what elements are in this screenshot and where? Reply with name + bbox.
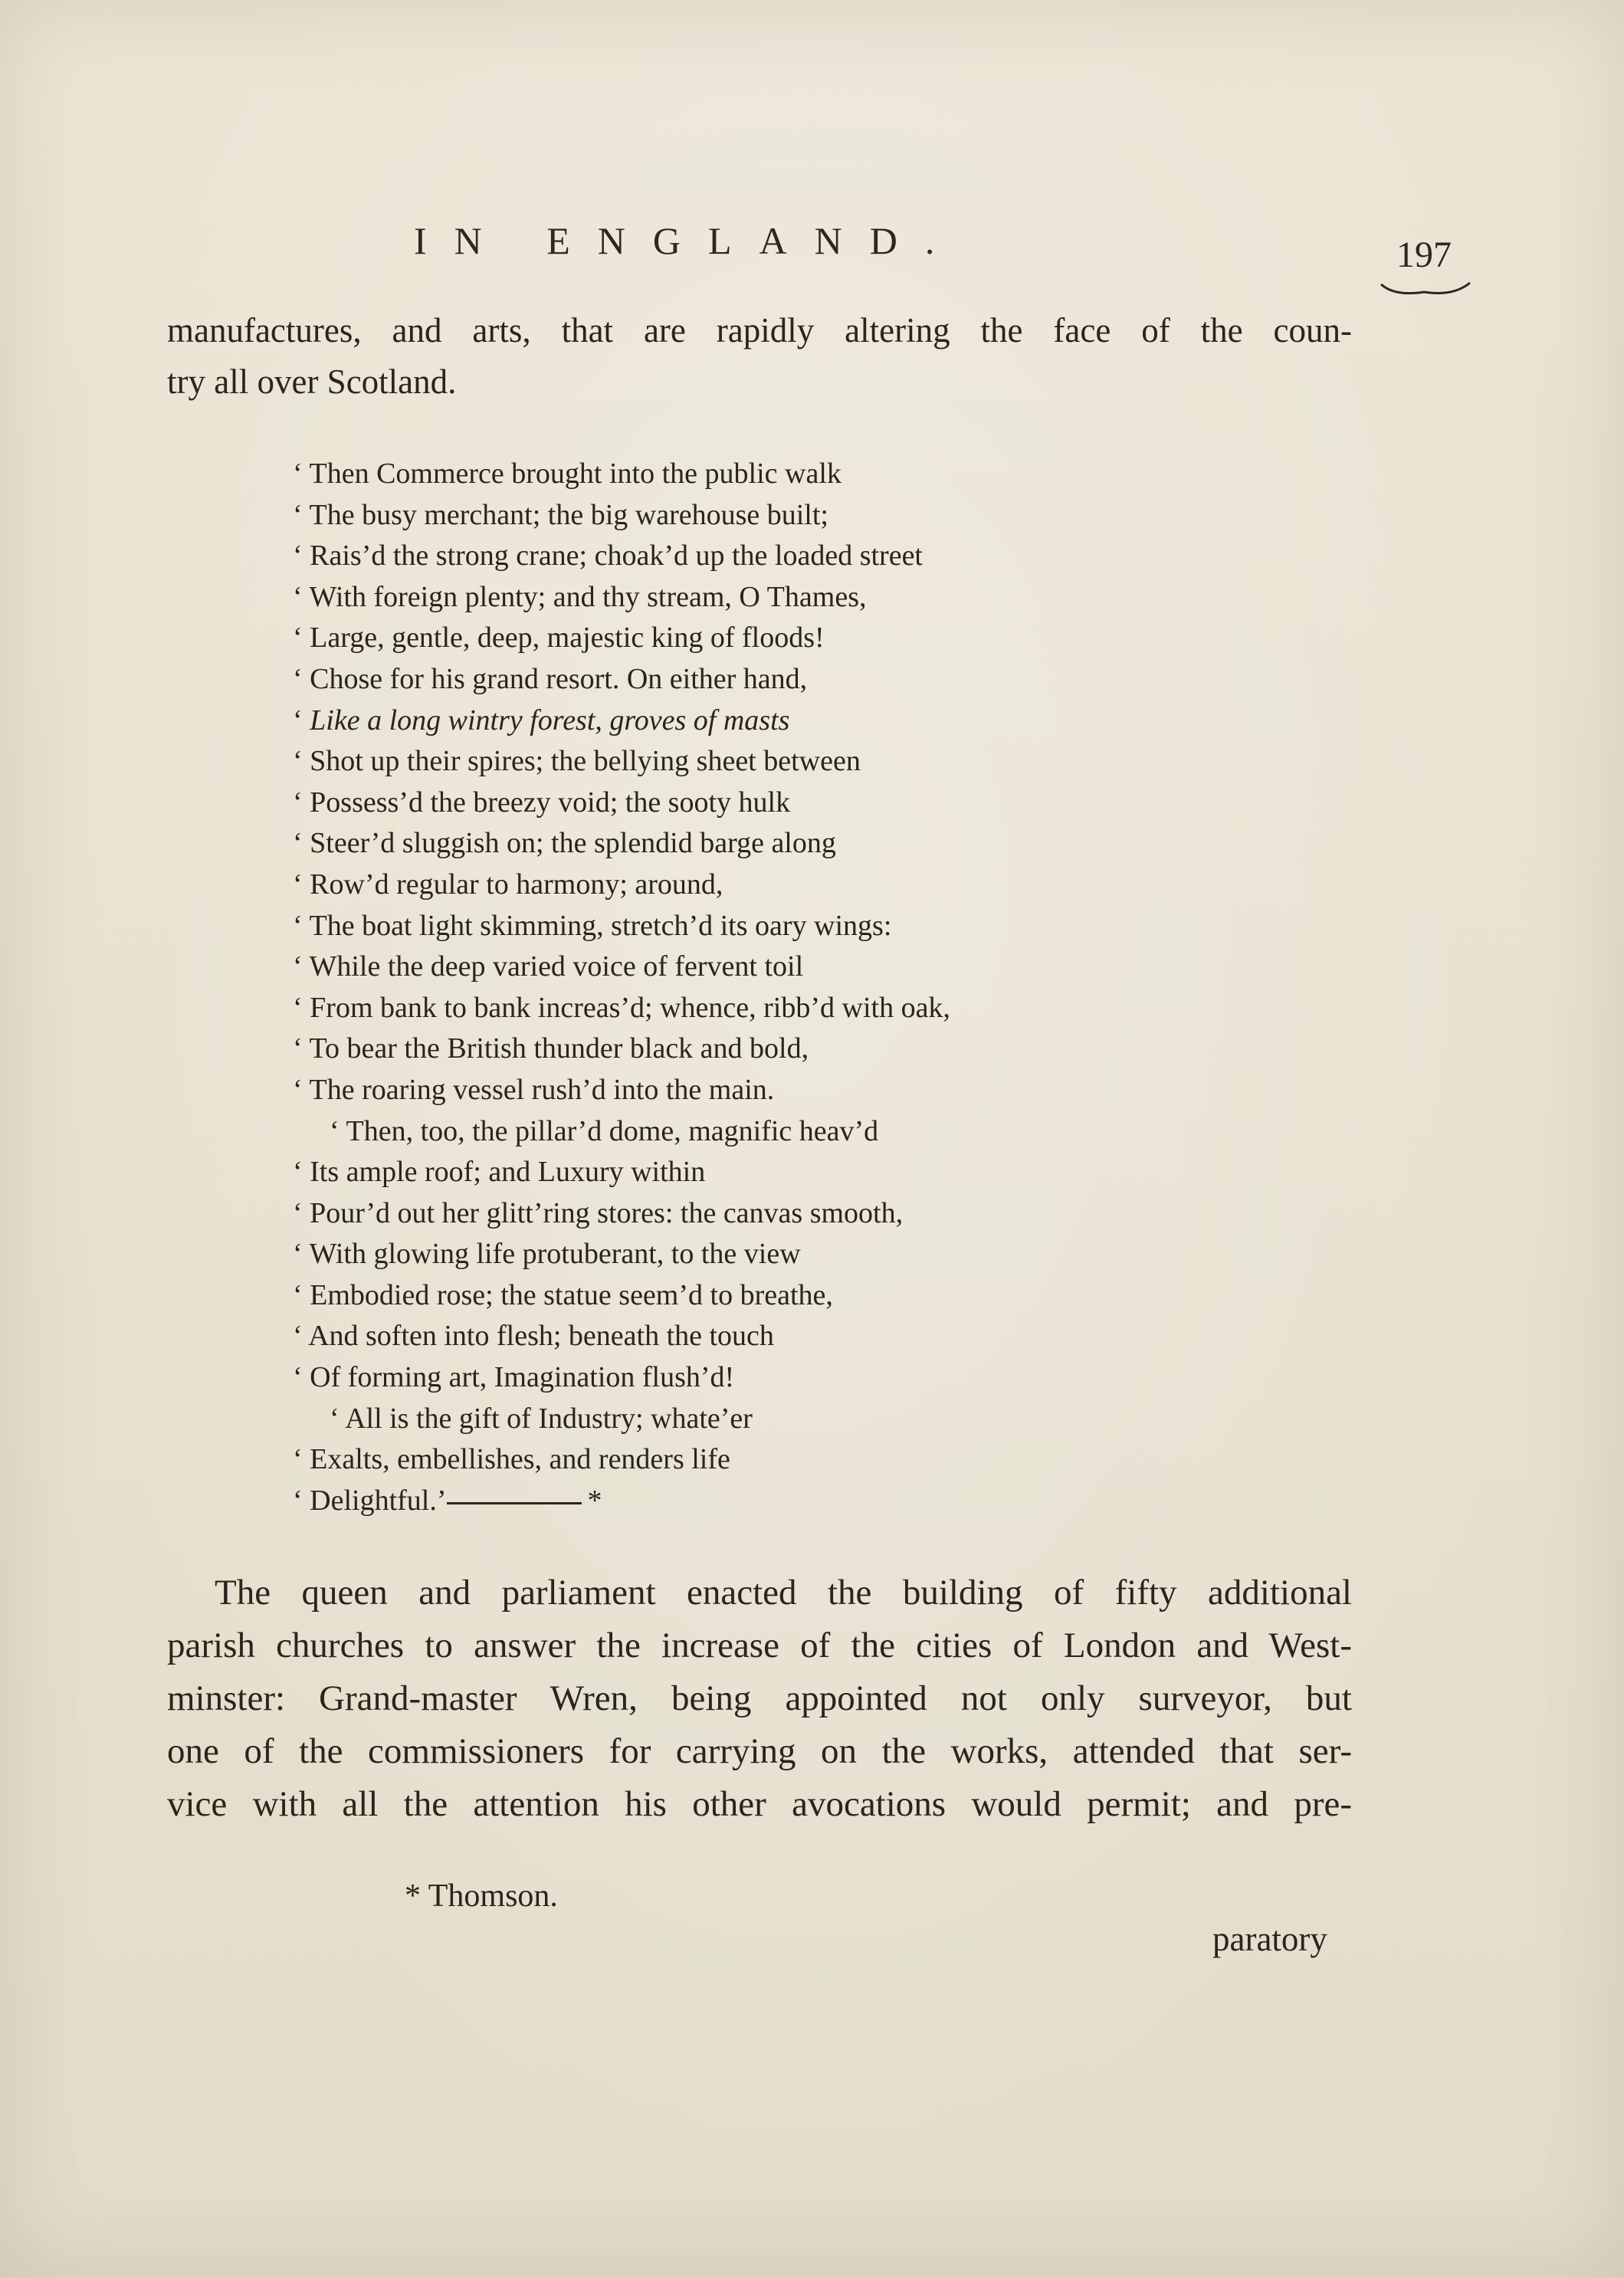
verse-line xyxy=(293,536,950,577)
verse-text: Row’d regular to harmony; around, xyxy=(310,868,723,901)
quote-mark: ‘ xyxy=(293,662,303,695)
verse-line xyxy=(293,454,950,495)
verse-text: Exalts, embellishes, and renders life xyxy=(310,1443,730,1476)
footnote xyxy=(405,1878,558,1914)
verse-text: And soften into flesh; beneath the touch xyxy=(308,1320,774,1353)
quote-mark: ‘ xyxy=(293,1320,303,1353)
verse-text: Chose for his grand resort. On either hand, xyxy=(310,662,808,695)
verse-line xyxy=(293,1193,950,1235)
quote-mark: ‘ xyxy=(293,909,303,942)
verse-text: While the deep varied voice of fervent toil xyxy=(309,950,804,983)
verse-line xyxy=(293,1481,950,1522)
footnote-mark: * xyxy=(405,1878,421,1914)
verse-line xyxy=(293,1111,950,1153)
verse-line xyxy=(293,906,950,947)
verse-line xyxy=(293,1152,950,1193)
footnote-mark: * xyxy=(587,1484,602,1517)
paragraph-line: vice with all the attention his other avocations would permit; and pre- xyxy=(167,1784,1352,1824)
verse-line xyxy=(293,947,950,988)
quote-mark: ‘ xyxy=(293,1361,303,1394)
verse-line xyxy=(293,741,950,783)
quote-mark: ‘ xyxy=(293,540,303,573)
verse-text: Pour’d out her glitt’ring stores: the canvas smooth, xyxy=(310,1196,904,1229)
verse-line xyxy=(293,1316,950,1357)
verse-text: Then, too, the pillar’d dome, magnific heav’d xyxy=(346,1114,879,1147)
verse-line xyxy=(293,1234,950,1275)
quote-mark: ‘ xyxy=(293,498,303,531)
quote-mark: ‘ xyxy=(330,1402,340,1435)
verse-line xyxy=(293,495,950,536)
verse-line xyxy=(293,1029,950,1070)
verse-text: Its ample roof; and Luxury within xyxy=(310,1156,706,1189)
quote-mark: ‘ xyxy=(293,827,303,860)
paragraph-line: The queen and parliament enacted the building of fifty additional xyxy=(215,1573,1352,1613)
quote-mark: ‘ xyxy=(293,458,303,490)
quote-mark: ‘ xyxy=(293,786,303,819)
verse-line xyxy=(293,700,950,742)
quote-mark: ‘ xyxy=(293,1238,303,1271)
catchword: paratory xyxy=(1212,1920,1327,1958)
verse-line xyxy=(293,865,950,906)
quote-mark: ‘ xyxy=(330,1114,340,1147)
paragraph-line: parish churches to answer the increase of the cities of London and West- xyxy=(167,1626,1352,1665)
verse-text: All is the gift of Industry; whate’er xyxy=(345,1402,753,1435)
verse-text: From bank to bank increas’d; whence, ribb’d with oak, xyxy=(310,991,950,1024)
verse-text: Then Commerce brought into the public walk xyxy=(309,458,842,490)
quoted-verse xyxy=(293,454,950,1521)
verse-line xyxy=(293,618,950,659)
verse-text: The roaring vessel rush’d into the main. xyxy=(309,1073,775,1106)
verse-text: The busy merchant; the big warehouse built; xyxy=(309,498,828,531)
verse-line xyxy=(293,659,950,700)
page-number-flourish xyxy=(1380,280,1471,298)
quote-mark: ‘ xyxy=(293,1156,303,1189)
paragraph-line: one of the commissioners for carrying on the works, attended that ser- xyxy=(167,1731,1352,1771)
verse-line xyxy=(293,1439,950,1481)
verse-text: To bear the British thunder black and bold, xyxy=(309,1032,809,1065)
verse-text: Large, gentle, deep, majestic king of floods! xyxy=(310,622,825,655)
verse-text: With foreign plenty; and thy stream, O Thames, xyxy=(309,580,867,613)
quote-mark: ‘ xyxy=(293,704,303,737)
verse-text: Steer’d sluggish on; the splendid barge along xyxy=(310,827,836,860)
quote-mark: ‘ xyxy=(293,1196,303,1229)
paragraph-line: manufactures, and arts, that are rapidly altering the face of the coun- xyxy=(167,311,1352,349)
verse-line xyxy=(293,577,950,618)
running-head: IN ENGLAND. xyxy=(414,219,963,262)
quote-mark: ‘ xyxy=(293,745,303,778)
verse-text: Possess’d the breezy void; the sooty hulk xyxy=(310,786,791,819)
verse-line xyxy=(293,988,950,1029)
footnote-text: Thomson. xyxy=(428,1878,558,1914)
paragraph-line: minster: Grand-master Wren, being appointed not only surveyor, but xyxy=(167,1678,1352,1718)
paragraph-line: try all over Scotland. xyxy=(167,363,457,401)
verse-text: The boat light skimming, stretch’d its oary wings: xyxy=(309,909,892,942)
verse-line xyxy=(293,1399,950,1440)
verse-line xyxy=(293,823,950,865)
verse-text: Embodied rose; the statue seem’d to breathe, xyxy=(310,1278,833,1311)
quote-mark: ‘ xyxy=(293,580,303,613)
verse-text: Of forming art, Imagination flush’d! xyxy=(310,1361,735,1394)
verse-text: Delightful.’ xyxy=(310,1484,447,1517)
verse-line xyxy=(293,1357,950,1399)
quote-mark: ‘ xyxy=(293,868,303,901)
verse-line xyxy=(293,1275,950,1317)
quote-mark: ‘ xyxy=(293,1032,303,1065)
quote-mark: ‘ xyxy=(293,1484,303,1517)
page-number: 197 xyxy=(1396,235,1452,275)
quote-mark: ‘ xyxy=(293,1073,303,1106)
quote-mark: ‘ xyxy=(293,622,303,655)
dash-rule xyxy=(447,1502,582,1504)
verse-text: Rais’d the strong crane; choak’d up the loaded street xyxy=(310,540,923,573)
quote-mark: ‘ xyxy=(293,1443,303,1476)
opening-paragraph xyxy=(167,305,1352,408)
verse-text: Like a long wintry forest, groves of masts xyxy=(310,704,790,737)
verse-text: With glowing life protuberant, to the view xyxy=(309,1238,801,1271)
verse-text: Shot up their spires; the bellying sheet between xyxy=(310,745,861,778)
main-paragraph xyxy=(167,1567,1352,1831)
quote-mark: ‘ xyxy=(293,950,303,983)
verse-line xyxy=(293,1070,950,1111)
quote-mark: ‘ xyxy=(293,1278,303,1311)
quote-mark: ‘ xyxy=(293,991,303,1024)
verse-line xyxy=(293,783,950,824)
